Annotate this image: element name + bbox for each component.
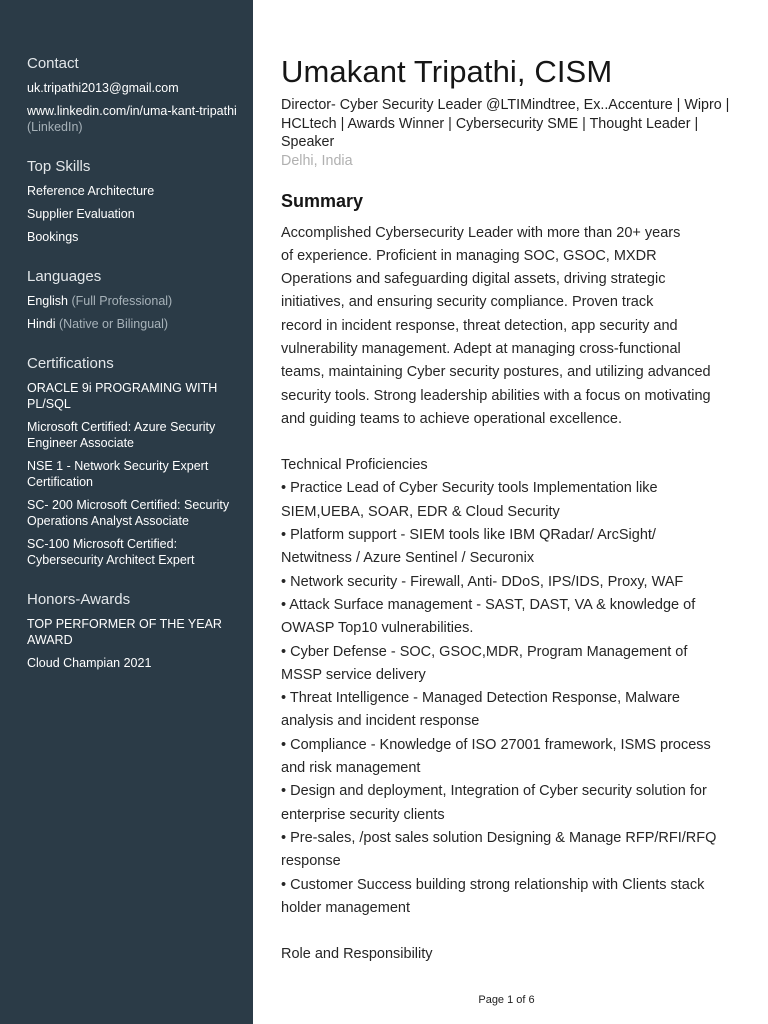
- skill-item: Reference Architecture: [27, 184, 155, 198]
- languages-heading: Languages: [27, 268, 102, 285]
- tech-line: enterprise security clients: [281, 806, 445, 823]
- tech-line: • Practice Lead of Cyber Security tools Implementation like: [281, 480, 658, 497]
- certifications-section: [27, 354, 253, 568]
- tech-line: • Platform support - SIEM tools like IBM QRadar/ ArcSight/: [281, 527, 656, 544]
- tech-line: • Threat Intelligence - Managed Detection Response, Malware: [281, 690, 680, 707]
- summary-line: Operations and safeguarding digital assets, driving strategic: [281, 271, 666, 288]
- summary-text: [281, 222, 741, 432]
- tech-line: • Network security - Firewall, Anti- DDoS, IPS/IDS, Proxy, WAF: [281, 573, 684, 590]
- honors-heading: Honors-Awards: [27, 591, 131, 608]
- profile-name: Umakant Tripathi, CISM: [281, 54, 613, 89]
- tech-line: OWASP Top10 vulnerabilities.: [281, 620, 474, 637]
- summary-heading: Summary: [281, 190, 364, 211]
- language-level: (Full Professional): [71, 294, 173, 308]
- summary-line: record in incident response, threat detection, app security and: [281, 317, 678, 334]
- tech-line: analysis and incident response: [281, 713, 480, 730]
- language-level: (Native or Bilingual): [58, 317, 169, 331]
- profile-location: Delhi, India: [281, 152, 353, 169]
- tech-heading: Technical Proficiencies: [281, 457, 428, 474]
- top-skills-section: [27, 157, 253, 245]
- tech-line: and risk management: [281, 760, 421, 777]
- tech-line: • Design and deployment, Integration of Cyber security solution for: [281, 783, 707, 800]
- tech-line: response: [281, 853, 341, 870]
- tech-line: • Attack Surface management - SAST, DAST, VA & knowledge of: [281, 596, 696, 613]
- skill-item: Supplier Evaluation: [27, 207, 135, 221]
- certification-item: ORACLE 9i PROGRAMING WITH PL/SQL: [27, 381, 218, 411]
- certifications-heading: Certifications: [27, 355, 114, 372]
- honor-item: TOP PERFORMER OF THE YEAR AWARD: [27, 617, 222, 647]
- page-number: Page 1 of 6: [478, 994, 535, 1006]
- page-footer: [0, 994, 768, 1006]
- language-name: English: [27, 294, 68, 308]
- tech-line: MSSP service delivery: [281, 666, 426, 683]
- language-item: [27, 316, 245, 332]
- sidebar: [0, 0, 253, 1024]
- skill-item: Bookings: [27, 230, 79, 244]
- contact-linkedin[interactable]: [27, 103, 245, 135]
- certification-item: NSE 1 - Network Security Expert Certification: [27, 459, 209, 489]
- honors-section: [27, 590, 253, 671]
- contact-heading: Contact: [27, 55, 79, 72]
- profile-headline: Director- Cyber Security Leader @LTIMindtree, Ex..Accenture | Wipro | HCLtech | Awards Winner | Cybersecurity SME | Thought Leader | Speaker: [281, 97, 730, 150]
- tech-line: holder management: [281, 899, 410, 916]
- tech-line: • Pre-sales, /post sales solution Designing & Manage RFP/RFI/RFQ: [281, 829, 717, 846]
- certification-item: SC-100 Microsoft Certified: Cybersecurity Architect Expert: [27, 537, 195, 567]
- summary-line: Accomplished Cybersecurity Leader with more than 20+ years: [281, 224, 681, 241]
- certification-item: SC- 200 Microsoft Certified: Security Operations Analyst Associate: [27, 498, 230, 528]
- tech-line: • Compliance - Knowledge of ISO 27001 framework, ISMS process: [281, 736, 711, 753]
- summary-line: of experience. Proficient in managing SOC, GSOC, MXDR: [281, 247, 657, 264]
- tech-line: Netwitness / Azure Sentinel / Securonix: [281, 550, 535, 567]
- tech-line: • Cyber Defense - SOC, GSOC,MDR, Program Management of: [281, 643, 688, 660]
- linkedin-url[interactable]: www.linkedin.com/in/uma-kant-tripathi: [27, 104, 237, 118]
- contact-email[interactable]: uk.tripathi2013@gmail.com: [27, 81, 179, 95]
- role-heading: Role and Responsibility: [281, 946, 433, 963]
- certification-item: Microsoft Certified: Azure Security Engineer Associate: [27, 420, 216, 450]
- summary-line: vulnerability management. Adept at managing cross-functional: [281, 340, 681, 357]
- tech-line: • Customer Success building strong relationship with Clients stack: [281, 876, 705, 893]
- technical-proficiencies: [281, 454, 741, 920]
- summary-line: teams, maintaining Cyber security postures, and utilizing advanced: [281, 364, 711, 381]
- languages-section: [27, 267, 253, 332]
- language-name: Hindi: [27, 317, 56, 331]
- summary-line: security tools. Strong leadership abilities with a focus on motivating: [281, 387, 711, 404]
- contact-section: [27, 54, 253, 135]
- tech-line: SIEM,UEBA, SOAR, EDR & Cloud Security: [281, 503, 560, 520]
- summary-line: and guiding teams to achieve operational excellence.: [281, 410, 622, 427]
- language-item: [27, 293, 245, 309]
- summary-line: initiatives, and ensuring security compliance. Proven track: [281, 294, 654, 311]
- main-content: [281, 52, 741, 966]
- top-skills-heading: Top Skills: [27, 158, 91, 175]
- honor-item: Cloud Champian 2021: [27, 656, 152, 670]
- linkedin-label: (LinkedIn): [27, 120, 83, 134]
